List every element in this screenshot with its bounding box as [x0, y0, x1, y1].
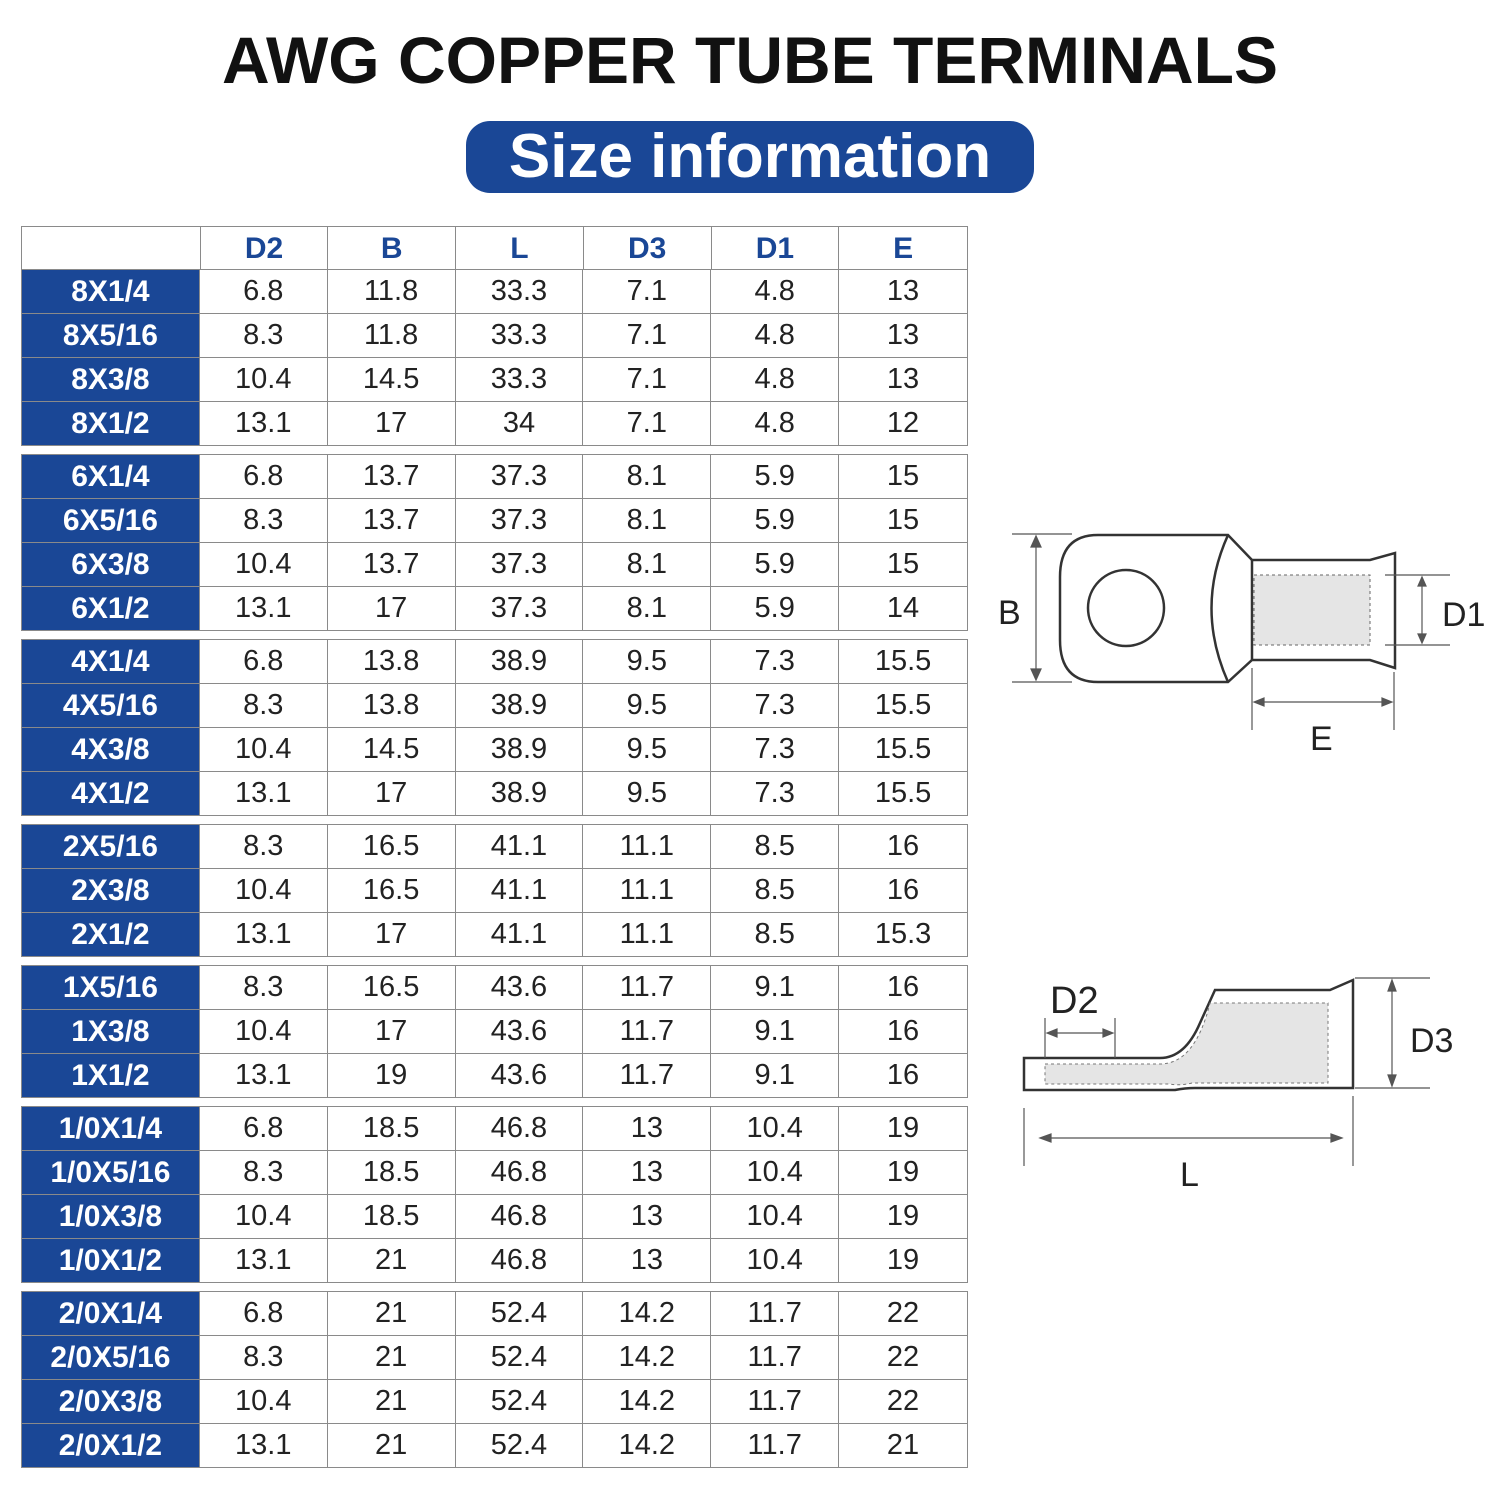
- cell-d1: 4.8: [711, 314, 839, 357]
- cell-l: 46.8: [456, 1239, 584, 1282]
- cell-e: 19: [886, 1244, 920, 1276]
- cell-d1: 7.3: [711, 640, 839, 683]
- header-d2: D2: [201, 227, 329, 269]
- cell-b: 11.8: [328, 270, 456, 313]
- header-e: E: [893, 232, 914, 265]
- table-row: [22, 912, 967, 956]
- cell-d1: 11.7: [711, 1336, 839, 1379]
- cell-l: 52.4: [456, 1380, 584, 1423]
- cell-b: 16.5: [328, 825, 456, 868]
- cell-e: 19: [886, 1200, 920, 1232]
- row-size-label: 1X5/16: [22, 966, 200, 1009]
- cell-d1: 5.9: [711, 455, 839, 498]
- cell-d2: 13.1: [200, 1424, 328, 1467]
- cell-b: 13.8: [328, 684, 456, 727]
- cell-d3: 7.1: [583, 358, 711, 401]
- cell-b: 13.7: [328, 455, 456, 498]
- cell-b: 11.8: [328, 314, 456, 357]
- row-size-label: 2/0X5/16: [22, 1336, 200, 1379]
- cell-e: 22: [886, 1341, 920, 1373]
- cell-d1: 7.3: [711, 772, 839, 815]
- cell-b: 19: [328, 1054, 456, 1097]
- cell-b: 17: [328, 1010, 456, 1053]
- cell-d3: 8.1: [583, 499, 711, 542]
- label-d2: D2: [1050, 980, 1099, 1022]
- table-row: [22, 727, 967, 771]
- cell-l: 43.6: [456, 1054, 584, 1097]
- row-size-label: 4X1/2: [22, 772, 200, 815]
- cell-d3: 11.1: [583, 913, 711, 956]
- cell-d1: 9.1: [711, 966, 839, 1009]
- table-row: [22, 542, 967, 586]
- cell-d1: 9.1: [711, 1054, 839, 1097]
- cell-d1: 8.5: [711, 869, 839, 912]
- cell-l: 33.3: [456, 358, 584, 401]
- cell-d3: 7.1: [583, 270, 711, 313]
- cell-d1: 11.7: [711, 1380, 839, 1423]
- top-view-diagram: [990, 520, 1495, 760]
- cell-d3: 14.2: [583, 1424, 711, 1467]
- cell-d2: 10.4: [200, 728, 328, 771]
- cell-e: 15: [886, 460, 920, 492]
- cell-b: 14.5: [328, 358, 456, 401]
- row-size-label: 1X1/2: [22, 1054, 200, 1097]
- cell-d2: 10.4: [200, 1380, 328, 1423]
- cell-b: 13.7: [328, 543, 456, 586]
- row-size-label: 2X3/8: [22, 869, 200, 912]
- header-d1: D1: [712, 227, 840, 269]
- top-view-barrel-fill: [1254, 575, 1370, 645]
- subtitle-badge: Size information: [466, 121, 1034, 193]
- row-size-label: 2/0X3/8: [22, 1380, 200, 1423]
- cell-d3: 13: [583, 1151, 711, 1194]
- cell-d3: 11.1: [583, 825, 711, 868]
- cell-d1: 7.3: [711, 728, 839, 771]
- top-view-dimension-lines: [1012, 534, 1450, 730]
- size-group: [21, 639, 968, 816]
- cell-d1: 10.4: [711, 1195, 839, 1238]
- row-size-label: 1/0X1/4: [22, 1107, 200, 1150]
- row-size-label: 2/0X1/4: [22, 1292, 200, 1335]
- cell-b: 16.5: [328, 966, 456, 1009]
- cell-l: 38.9: [456, 684, 584, 727]
- cell-l: 41.1: [456, 913, 584, 956]
- row-size-label: 2X5/16: [22, 825, 200, 868]
- cell-e: 22: [886, 1385, 920, 1417]
- cell-l: 46.8: [456, 1151, 584, 1194]
- cell-l: 43.6: [456, 966, 584, 1009]
- cell-d1: 11.7: [711, 1292, 839, 1335]
- table-row: [22, 313, 967, 357]
- cell-d2: 8.3: [200, 499, 328, 542]
- row-size-label: 8X3/8: [22, 358, 200, 401]
- cell-d2: 13.1: [200, 772, 328, 815]
- table-row: [22, 683, 967, 727]
- table-row: [22, 868, 967, 912]
- row-size-label: 1/0X5/16: [22, 1151, 200, 1194]
- label-e: E: [1310, 720, 1333, 758]
- table-row: [22, 401, 967, 445]
- cell-d1: 8.5: [711, 913, 839, 956]
- row-size-label: 6X3/8: [22, 543, 200, 586]
- table-row: [22, 1335, 967, 1379]
- page-title: AWG COPPER TUBE TERMINALS: [221, 23, 1279, 97]
- cell-d3: 13: [583, 1195, 711, 1238]
- cell-l: 33.3: [456, 270, 584, 313]
- cell-e: 15.3: [874, 918, 932, 950]
- table-row: [22, 270, 967, 313]
- cell-d3: 14.2: [583, 1336, 711, 1379]
- cell-l: 37.3: [456, 543, 584, 586]
- cell-l: 34: [456, 402, 584, 445]
- cell-l: 38.9: [456, 640, 584, 683]
- cell-d2: 10.4: [200, 869, 328, 912]
- cell-d2: 13.1: [200, 1054, 328, 1097]
- row-size-label: 2/0X1/2: [22, 1424, 200, 1467]
- cell-e: 16: [886, 1015, 920, 1047]
- row-size-label: 4X1/4: [22, 640, 200, 683]
- cell-b: 21: [328, 1239, 456, 1282]
- cell-d3: 8.1: [583, 543, 711, 586]
- size-group: [21, 454, 968, 631]
- cell-b: 13.8: [328, 640, 456, 683]
- cell-d1: 4.8: [711, 402, 839, 445]
- cell-e: 13: [886, 319, 920, 351]
- cell-e: 16: [886, 830, 920, 862]
- cell-l: 43.6: [456, 1010, 584, 1053]
- cell-b: 17: [328, 587, 456, 630]
- cell-d2: 10.4: [200, 1195, 328, 1238]
- cell-d2: 8.3: [200, 966, 328, 1009]
- size-group: [21, 1106, 968, 1283]
- cell-d2: 13.1: [200, 402, 328, 445]
- cell-l: 52.4: [456, 1336, 584, 1379]
- label-b: B: [998, 594, 1021, 632]
- cell-b: 18.5: [328, 1107, 456, 1150]
- table-row: [22, 357, 967, 401]
- header-corner-cell: [22, 227, 201, 269]
- cell-d1: 4.8: [711, 270, 839, 313]
- cell-d3: 14.2: [583, 1380, 711, 1423]
- cell-d3: 13: [583, 1239, 711, 1282]
- cell-e: 16: [886, 1059, 920, 1091]
- table-row: [22, 771, 967, 815]
- cell-e: 15.5: [874, 689, 932, 721]
- header-d3: D3: [584, 227, 712, 269]
- cell-d2: 10.4: [200, 358, 328, 401]
- cell-d3: 9.5: [583, 728, 711, 771]
- cell-d3: 9.5: [583, 684, 711, 727]
- table-row: [22, 1150, 967, 1194]
- cell-d1: 4.8: [711, 358, 839, 401]
- cell-d1: 10.4: [711, 1239, 839, 1282]
- cell-l: 46.8: [456, 1107, 584, 1150]
- cell-d3: 11.7: [583, 1054, 711, 1097]
- cell-d2: 8.3: [200, 1336, 328, 1379]
- cell-d2: 8.3: [200, 684, 328, 727]
- table-row: [22, 455, 967, 498]
- label-d1: D1: [1442, 596, 1486, 634]
- size-group: [21, 1291, 968, 1468]
- cell-b: 17: [328, 402, 456, 445]
- cell-d1: 11.7: [711, 1424, 839, 1467]
- cell-l: 33.3: [456, 314, 584, 357]
- cell-l: 37.3: [456, 587, 584, 630]
- row-size-label: 8X5/16: [22, 314, 200, 357]
- cell-d2: 6.8: [200, 1292, 328, 1335]
- cell-b: 17: [328, 913, 456, 956]
- cell-d2: 10.4: [200, 543, 328, 586]
- label-d3: D3: [1410, 1022, 1454, 1060]
- table-row: [22, 1292, 967, 1335]
- cell-e: 15: [886, 548, 920, 580]
- cell-l: 37.3: [456, 499, 584, 542]
- cell-d2: 13.1: [200, 1239, 328, 1282]
- cell-d1: 5.9: [711, 543, 839, 586]
- table-row: [22, 966, 967, 1009]
- cell-b: 18.5: [328, 1151, 456, 1194]
- table-row: [22, 1194, 967, 1238]
- cell-b: 14.5: [328, 728, 456, 771]
- cell-e: 19: [886, 1112, 920, 1144]
- cell-l: 38.9: [456, 728, 584, 771]
- cell-d2: 6.8: [200, 270, 328, 313]
- cell-d1: 7.3: [711, 684, 839, 727]
- cell-d1: 5.9: [711, 499, 839, 542]
- cell-e: 15.5: [874, 777, 932, 809]
- row-size-label: 1/0X3/8: [22, 1195, 200, 1238]
- row-size-label: 4X3/8: [22, 728, 200, 771]
- top-view-stud-hole: [1088, 570, 1164, 646]
- size-group: [21, 270, 968, 446]
- table-row: [22, 498, 967, 542]
- cell-d1: 5.9: [711, 587, 839, 630]
- table-row: [22, 1107, 967, 1150]
- cell-d2: 6.8: [200, 640, 328, 683]
- table-body: [21, 270, 968, 1468]
- table-row: [22, 1423, 967, 1467]
- table-row: [22, 640, 967, 683]
- cell-d3: 11.1: [583, 869, 711, 912]
- table-row: [22, 1009, 967, 1053]
- cell-d3: 7.1: [583, 402, 711, 445]
- table-row: [22, 586, 967, 630]
- cell-e: 13: [886, 275, 920, 307]
- cell-d1: 10.4: [711, 1107, 839, 1150]
- cell-b: 13.7: [328, 499, 456, 542]
- cell-d1: 10.4: [711, 1151, 839, 1194]
- size-group: [21, 824, 968, 957]
- row-size-label: 6X1/4: [22, 455, 200, 498]
- cell-d3: 11.7: [583, 1010, 711, 1053]
- side-view-diagram: [1010, 968, 1495, 1198]
- cell-e: 16: [886, 971, 920, 1003]
- cell-d2: 8.3: [200, 314, 328, 357]
- cell-d3: 9.5: [583, 640, 711, 683]
- cell-d1: 8.5: [711, 825, 839, 868]
- cell-d3: 8.1: [583, 587, 711, 630]
- cell-d3: 13: [583, 1107, 711, 1150]
- label-l: L: [1180, 1156, 1199, 1194]
- size-group: [21, 965, 968, 1098]
- cell-d3: 7.1: [583, 314, 711, 357]
- cell-d3: 8.1: [583, 455, 711, 498]
- cell-d2: 6.8: [200, 455, 328, 498]
- size-table: [21, 226, 968, 1468]
- cell-d2: 8.3: [200, 1151, 328, 1194]
- table-row: [22, 1238, 967, 1282]
- row-size-label: 4X5/16: [22, 684, 200, 727]
- cell-d3: 9.5: [583, 772, 711, 815]
- cell-d2: 13.1: [200, 587, 328, 630]
- cell-d3: 14.2: [583, 1292, 711, 1335]
- cell-b: 21: [328, 1380, 456, 1423]
- header-l: L: [456, 227, 584, 269]
- row-size-label: 2X1/2: [22, 913, 200, 956]
- table-header: [21, 226, 968, 270]
- row-size-label: 1X3/8: [22, 1010, 200, 1053]
- cell-l: 41.1: [456, 825, 584, 868]
- cell-e: 15.5: [874, 645, 932, 677]
- cell-d2: 8.3: [200, 825, 328, 868]
- table-row: [22, 825, 967, 868]
- cell-e: 22: [886, 1297, 920, 1329]
- row-size-label: 6X5/16: [22, 499, 200, 542]
- cell-l: 38.9: [456, 772, 584, 815]
- cell-d2: 13.1: [200, 913, 328, 956]
- cell-e: 21: [886, 1429, 920, 1461]
- cell-e: 19: [886, 1156, 920, 1188]
- cell-b: 21: [328, 1424, 456, 1467]
- cell-e: 16: [886, 874, 920, 906]
- cell-l: 46.8: [456, 1195, 584, 1238]
- cell-b: 21: [328, 1292, 456, 1335]
- cell-b: 16.5: [328, 869, 456, 912]
- cell-d3: 11.7: [583, 966, 711, 1009]
- cell-l: 37.3: [456, 455, 584, 498]
- table-row: [22, 1379, 967, 1423]
- cell-d2: 6.8: [200, 1107, 328, 1150]
- cell-e: 15.5: [874, 733, 932, 765]
- table-row: [22, 1053, 967, 1097]
- cell-b: 17: [328, 772, 456, 815]
- cell-e: 15: [886, 504, 920, 536]
- row-size-label: 8X1/4: [22, 270, 200, 313]
- header-b: B: [328, 227, 456, 269]
- cell-b: 21: [328, 1336, 456, 1379]
- cell-d1: 9.1: [711, 1010, 839, 1053]
- row-size-label: 6X1/2: [22, 587, 200, 630]
- cell-l: 52.4: [456, 1424, 584, 1467]
- cell-b: 18.5: [328, 1195, 456, 1238]
- cell-d2: 10.4: [200, 1010, 328, 1053]
- cell-l: 52.4: [456, 1292, 584, 1335]
- row-size-label: 8X1/2: [22, 402, 200, 445]
- cell-e: 14: [886, 592, 920, 624]
- cell-e: 12: [886, 407, 920, 439]
- row-size-label: 1/0X1/2: [22, 1239, 200, 1282]
- cell-e: 13: [886, 363, 920, 395]
- cell-l: 41.1: [456, 869, 584, 912]
